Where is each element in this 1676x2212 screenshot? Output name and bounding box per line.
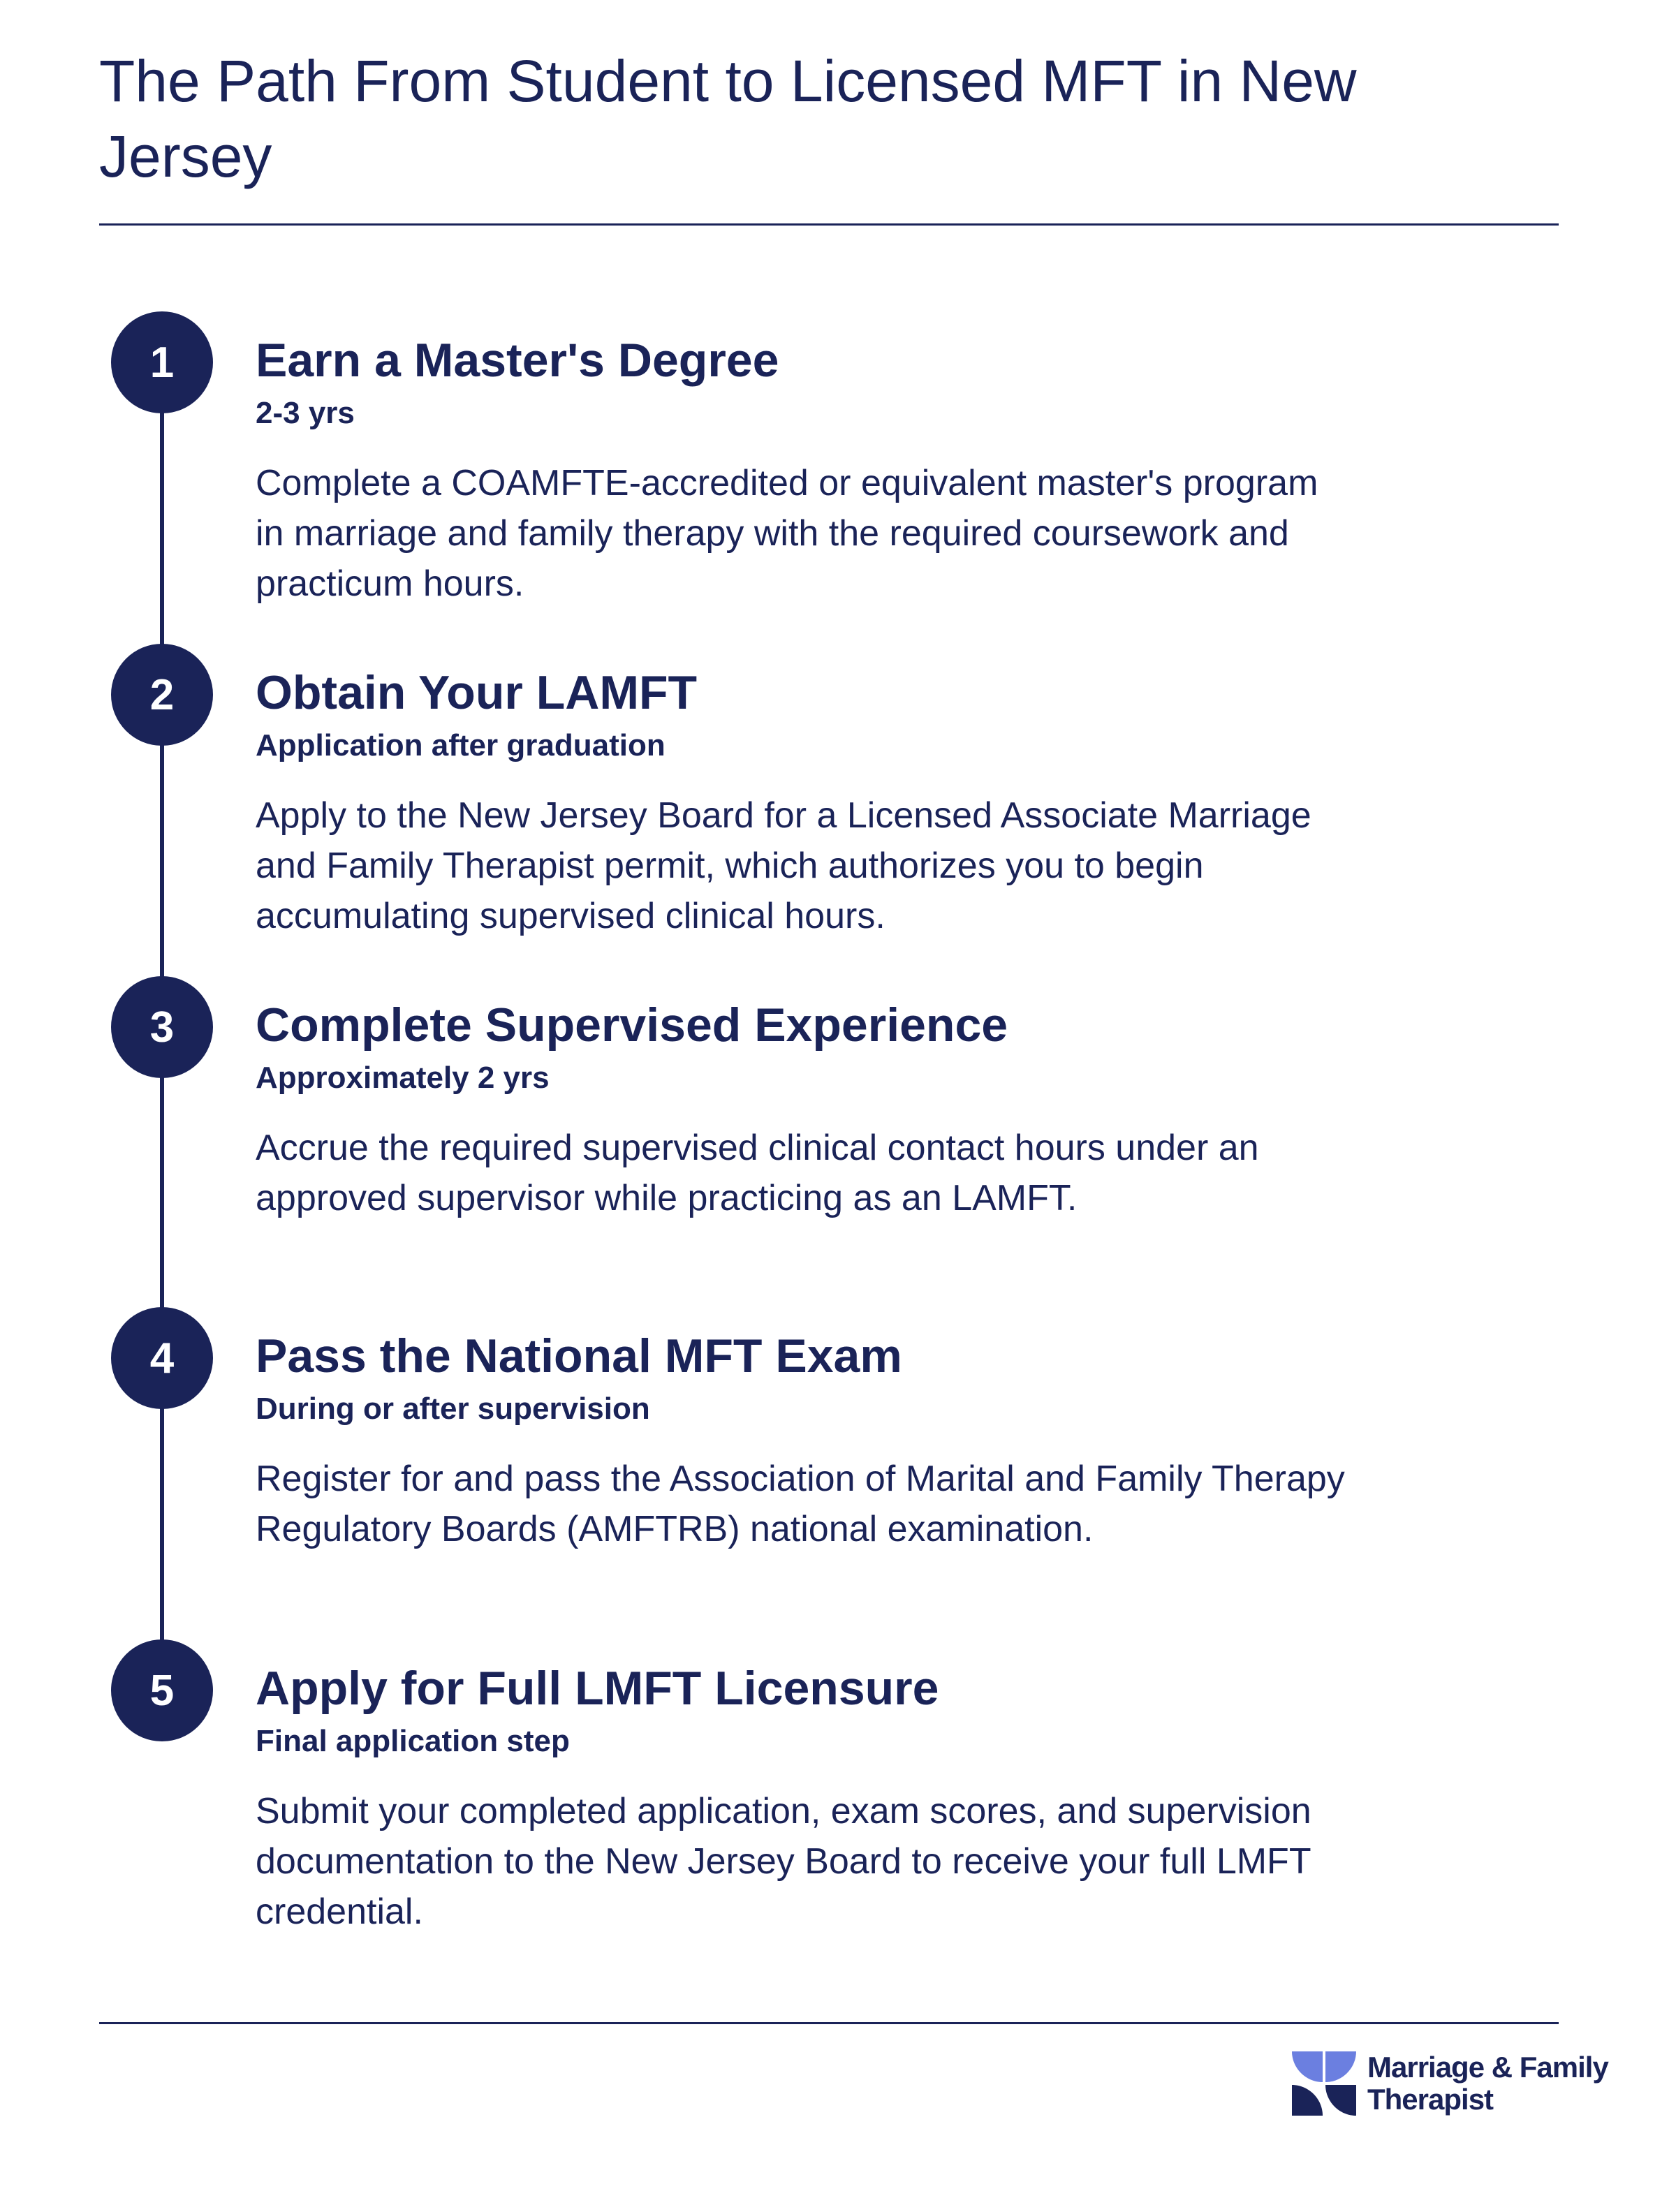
step-3 [256, 996, 1373, 1223]
step-duration: During or after supervision [256, 1392, 650, 1426]
step-title: Obtain Your LAMFT [256, 666, 698, 719]
logo-mark-icon [1291, 2050, 1358, 2117]
page-title: The Path From Student to Licensed MFT in New Jersey [99, 48, 1357, 189]
logo-line-2: Therapist [1367, 2083, 1494, 2116]
step-description: Accrue the required supervised clinical contact hours under an approved supervisor while practicing as an LAMFT. [256, 1128, 1259, 1218]
step-description: Submit your completed application, exam scores, and supervision documentation to the New Jersey Board to receive your full LMFT credential. [256, 1791, 1311, 1932]
step-description: Register for and pass the Association of Marital and Family Therapy Regulatory Boards (AMFTRB) national examination. [256, 1459, 1345, 1549]
title-divider [99, 223, 1559, 226]
step-title: Pass the National MFT Exam [256, 1329, 902, 1382]
step-title: Apply for Full LMFT Licensure [256, 1662, 939, 1715]
step-duration: Final application step [256, 1724, 570, 1758]
step-duration: Approximately 2 yrs [256, 1061, 550, 1095]
step-2 [256, 663, 1373, 941]
step-5 [256, 1659, 1373, 1937]
step-title: Complete Supervised Experience [256, 998, 1008, 1052]
step-number-badge: 4 [111, 1307, 213, 1409]
step-number-badge: 3 [111, 976, 213, 1078]
step-description: Apply to the New Jersey Board for a Licensed Associate Marriage and Family Therapist permit, which authorizes you to begin accumulating supervised clinical hours. [256, 795, 1311, 936]
step-number-badge: 2 [111, 644, 213, 746]
step-1 [256, 331, 1373, 609]
brand-logo [1291, 2050, 1608, 2117]
step-duration: Application after graduation [256, 728, 666, 762]
footer-divider [99, 2022, 1559, 2024]
step-title: Earn a Master's Degree [256, 334, 779, 387]
step-4 [256, 1327, 1373, 1554]
step-number-badge: 1 [111, 311, 213, 413]
logo-line-1: Marriage & Family [1367, 2051, 1608, 2084]
logo-wordmark [1367, 2051, 1608, 2116]
step-number-badge: 5 [111, 1639, 213, 1741]
step-description: Complete a COAMFTE-accredited or equivalent master's program in marriage and family therapy with the required coursework and practicum hours. [256, 463, 1318, 604]
step-duration: 2-3 yrs [256, 396, 355, 430]
